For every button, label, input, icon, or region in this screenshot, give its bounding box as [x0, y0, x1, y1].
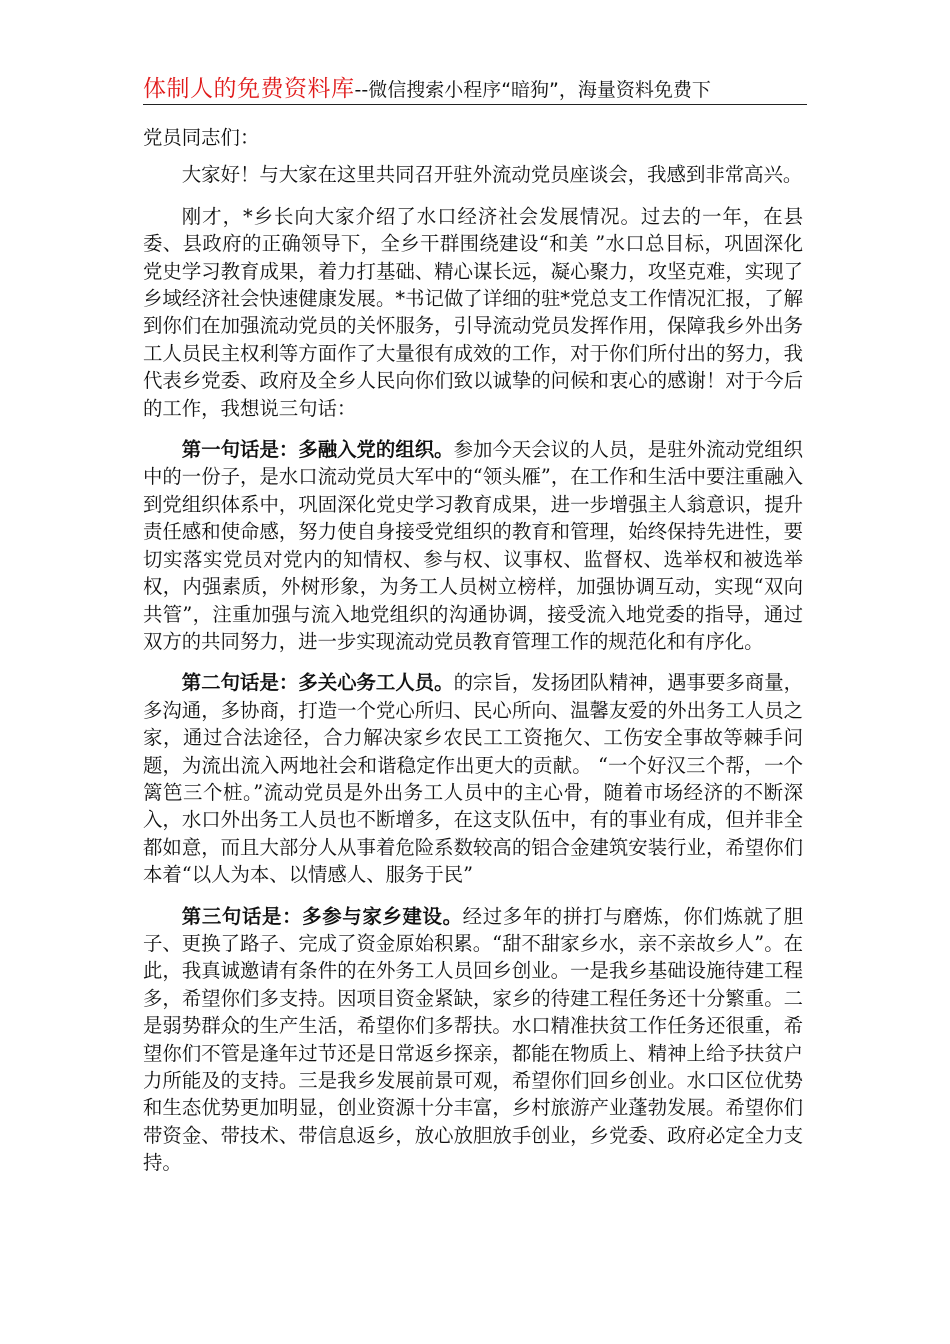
header-tagline: --微信搜索小程序“暗狗”，海量资料免费下 [354, 79, 711, 101]
point-two-heading: 第二句话是：多关心务工人员。 [181, 671, 454, 695]
point-three-heading: 第三句话是：多参与家乡建设。 [181, 904, 463, 928]
salutation: 党员同志们： [143, 126, 260, 149]
point-two-text: 的宗旨，发扬团队精神，遇事要多商量，多沟通，多协商，打造一个党心所归、民心所向、温馨友爱的外出务工人员之家，通过合法途径，合力解决家乡农民工工资拖欠、工伤安全事故等棘手问题，为流出流入两地社会和谐稳定作出更大的贡献。 “一个好汉三个帮，一个篱笆三个桩。”流动党员是外出务工人员中的主心骨，随着市场经济的不断深入，水口外出务工人员也不断增多，在这支队伍中，有的事业有成，但并非全都如意，而且大部分人从事着危险系数较高的铝合金建筑安装行业，希望你们本着“以人为本、以情感人、服务于民” [143, 671, 804, 887]
paragraph-greeting: 大家好！与大家在这里共同召开驻外流动党员座谈会，我感到非常高兴。 [181, 163, 803, 187]
document-body [143, 124, 803, 1191]
point-three [143, 903, 803, 1177]
point-one-text: 参加今天会议的人员，是驻外流动党组织中的一份子，是水口流动党员大军中的“领头雁”，在工作和生活中要注重融入到党组织体系中，巩固深化党史学习教育成果，进一步增强主人翁意识，提升责任感和使命感，努力使自身接受党组织的教育和管理，始终保持先进性，要切实落实党员对党内的知情权、参与权、议事权、监督权、选举权和被选举权，内强素质，外树形象，为务工人员树立榜样，加强协调互动，实现“双向共管”，注重加强与流入地党组织的沟通协调，接受流入地党委的指导，通过双方的共同努力，进一步实现流动党员教育管理工作的规范化和有序化。 [143, 438, 804, 653]
point-three-text: 经过多年的拼打与磨炼，你们炼就了胆子、更换了路子、完成了资金原始积累。“甜不甜家乡水，亲不亲故乡人”。在此，我真诚邀请有条件的在外务工人员回乡创业。一是我乡基础设施待建工程多，希望你们多支持。因项目资金紧缺，家乡的待建工程任务还十分繁重。二是弱势群众的生产生活，希望你们多帮扶。水口精准扶贫工作任务还很重，希望你们不管是逢年过节还是日常返乡探亲，都能在物质上、精神上给予扶贫户力所能及的支持。三是我乡发展前景可观，希望你们回乡创业。水口区位优势和生态优势更加明显，创业资源十分丰富，乡村旅游产业蓬勃发展。希望你们带资金、带技术、带信息返乡，放心放胆放手创业，乡党委、政府必定全力支持。 [143, 904, 804, 1175]
point-one-heading: 第一句话是：多融入党的组织。 [181, 438, 454, 462]
header-brand: 体制人的免费资料库 [143, 76, 355, 102]
page-header [143, 70, 807, 105]
paragraph-intro: 刚才，*乡长向大家介绍了水口经济社会发展情况。过去的一年，在县委、县政府的正确领导下，全乡干群围绕建设“和美 ”水口总目标，巩固深化党史学习教育成果，着力打基础、精心谋长远，凝心聚力，攻坚克难，实现了乡域经济社会快速健康发展。*书记做了详细的驻*党总支工作情况汇报，了解到你们在加强流动党员的关怀服务，引导流动党员发挥作用，保障我乡外出务工人员民主权利等方面作了大量很有成效的工作，对于你们所付出的努力，我代表乡党委、政府及全乡人民向你们致以诚挚的问候和衷心的感谢！对于今后的工作，我想说三句话： [143, 204, 803, 420]
point-one [143, 436, 803, 655]
point-two [143, 669, 803, 888]
